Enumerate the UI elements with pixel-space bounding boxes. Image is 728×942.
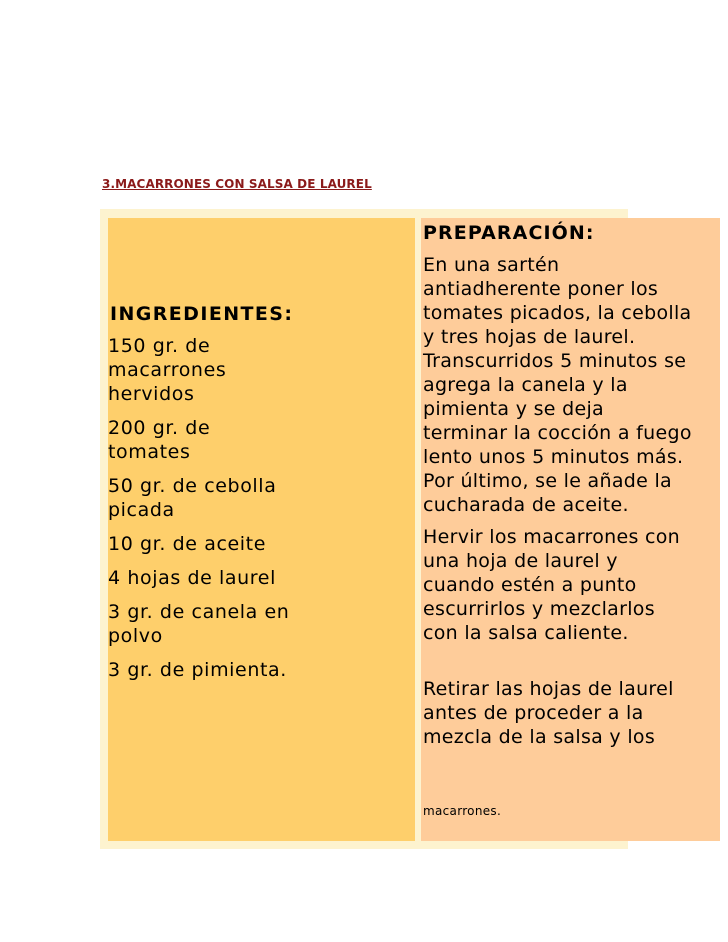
preparation-heading: PREPARACIÓN: [423, 222, 595, 244]
ingredient-item: 10 gr. de aceite [108, 533, 267, 555]
ingredients-heading: INGREDIENTES: [110, 303, 294, 325]
ingredient-item: 3 gr. de canela en polvo [108, 601, 290, 647]
preparation-step: En una sartén antiadherente poner los tomates picados, la cebolla y tres hojas de laurel. Transcurridos 5 minutos se agrega la canela y la pimienta y se deja terminar la cocción a fuego lento unos 5 minutos más. Por último, se le añade la cucharada de aceite. [423, 254, 692, 516]
preparation-step-text: Retirar las hojas de laurel antes de proceder a la mezcla de la salsa y los [423, 678, 674, 748]
recipe-title: 3.MACARRONES CON SALSA DE LAUREL [102, 177, 372, 191]
preparation-step-last [423, 653, 720, 823]
ingredient-item: 4 hojas de laurel [108, 567, 276, 589]
ingredient-item: 200 gr. de tomates [108, 417, 211, 463]
ingredient-item: 150 gr. de macarrones hervidos [108, 335, 227, 405]
preparation-step: Hervir los macarrones con una hoja de laurel y cuando estén a punto escurrirlos y mezclarlos con la salsa caliente. [423, 526, 681, 644]
ingredient-item: 50 gr. de cebolla picada [108, 475, 277, 521]
ingredient-item: 3 gr. de pimienta. [108, 659, 287, 681]
ingredients-column [108, 218, 415, 841]
recipe-table [100, 209, 692, 849]
preparation-column [421, 218, 720, 841]
preparation-step-tail: macarrones. [423, 804, 502, 818]
